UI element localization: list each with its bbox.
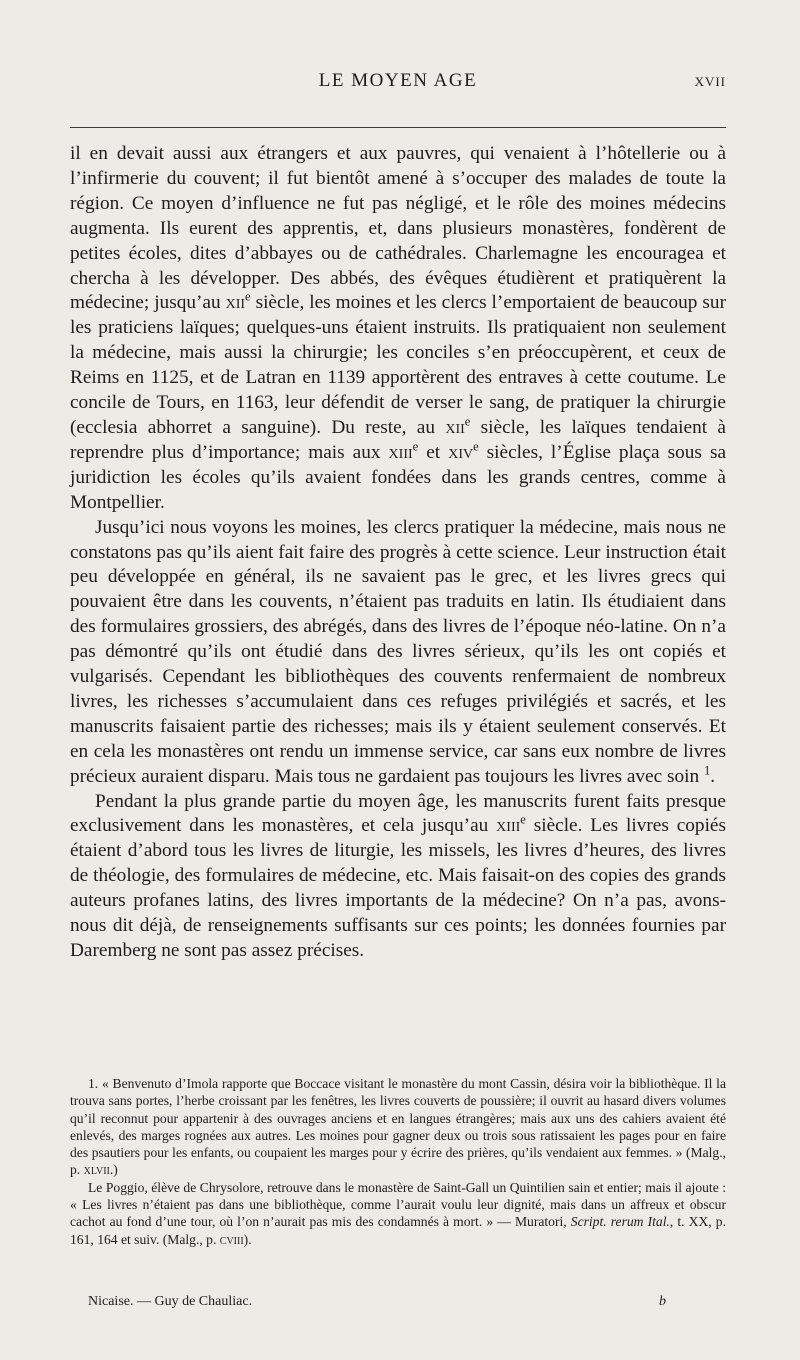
header-rule [70,127,726,128]
signature-line [70,1294,726,1314]
body-text [70,142,726,964]
body-paragraph [70,790,726,964]
text-run: , t. XX, p. 161, 164 et suiv. (Malg., p. [70,1214,727,1247]
text-run: Script. rerum Ital. [570,1214,670,1230]
superscript: e [520,813,526,828]
text-run: xiii [388,441,413,463]
text-run: et [418,441,449,463]
text-run: 1. « Benvenuto d’Imola rapporte que Boccace visitant le monastère du mont Cassin, désira voir la bibliothèque. Il la trouva sans portes, l’herbe croissant par les fenêtres, les livres couverts de poussière; il ouvrit au hasard divers volumes qu’il reconnut pour appartenir à des ouvrages anciens et en langues étrangères; mais aux uns des cahiers avaient été enlevés, des marges rognées aux autres. Les moines pour gagner deux ou trois sous ratissaient les pages pour en faire des psautiers pour les enfants, ou coupaient les marges pour y écrire des prières, qu’ils vendaient aux femmes. » (Malg., p. [70,1076,726,1178]
text-run: Pendant la plus grande partie du moyen âge, les manuscrits furent faits presque exclusivement dans les monastères, et cela jusqu’au [70,790,726,837]
text-run: . [710,765,716,787]
superscript: e [473,439,479,454]
sheet-mark: b [659,1294,666,1309]
text-run: xlvii [83,1162,110,1178]
text-run: siècles, l’Église plaça sous sa juridiction les écoles qu’ils avaient fondées dans les grands centres, comme à Montpellier. [70,441,727,513]
text-run: siècle. Les livres copiés étaient d’abord tous les livres de liturgie, les missels, les livres d’heures, des livres de théologie, des formulaires de médecine, etc. Mais faisait-on des copies des grands auteurs profanes latins, des livres importants de la médecine? On n’a pas, avons-nous dit déjà, de renseignements suffisants sur ces points; les données fournies par Daremberg ne sont pas assez précises. [70,815,726,961]
body-paragraph [70,142,726,516]
footnotes [70,1075,726,1248]
text-run: cviii [219,1231,244,1247]
text-run: siècle, les laïques tendaient à reprendre plus d’importance; mais aux [70,416,726,463]
text-run: xiv [448,441,474,463]
page-header [70,70,726,102]
superscript: e [464,414,471,429]
text-run: xii [445,416,465,438]
text-run: ). [243,1231,252,1247]
superscript: e [412,439,419,454]
running-title: LE MOYEN AGE [318,70,478,91]
superscript: e [245,290,251,305]
text-run: xiii [496,815,521,837]
text-run: .) [109,1162,118,1178]
footnote [70,1075,726,1179]
body-paragraph [70,516,726,790]
text-run: il en devait aussi aux étrangers et aux pauvres, qui venaient à l’hôtellerie ou à l’infirmerie du couvent; il fut bientôt amené à s’occuper des malades de toute la région. Ce moyen d’influence ne fut pas négligé, et le rôle des moines médecins augmenta. Ils eurent des apprentis, et, dans plusieurs monastères, fondèrent de petites écoles, dites d’abbayes ou de cathédrales. Charlemagne les encouragea et chercha à les développer. Des abbés, des évêques étudièrent et pratiquèrent la médecine; jusqu’au [70,143,726,314]
superscript: 1 [703,763,711,778]
footnote [70,1179,726,1248]
text-run: Jusqu’ici nous voyons les moines, les clercs pratiquer la médecine, mais nous ne constatons pas qu’ils aient fait faire des progrès à cette science. Leur instruction était peu développée en général, ils ne savaient pas le grec, et les livres grecs qui pouvaient être dans les couvents, n’étaient pas traduits en latin. Ils étudiaient dans des formulaires grossiers, des abrégés, dans des livres de l’époque néo-latine. On n’a pas démontré qu’ils ont étudié dans des livres sérieux, qu’ils les ont copiés et vulgarisés. Cependant les bibliothèques des couvents renfermaient de nombreux livres, les richesses s’accumulaient dans ces refuges privilégiés et sacrés, et les manuscrits faisaient partie des richesses; mais ils y étaient seulement conservés. Et en cela les monastères ont rendu un immense service, car sans eux nombre de livres précieux auraient disparu. Mais tous ne gardaient pas toujours les livres avec soin [70,516,726,787]
text-run: xii [225,292,246,314]
text-run: Le Poggio, élève de Chrysolore, retrouve dans le monastère de Saint-Gall un Quintilien sain et entier; mais il ajoute : « Les livres n’étaient pas dans une bibliothèque, comme l’aurait voulu leur dignité, mais dans un affreux et obscur cachot au fond d’une tour, où l’on n’aurait pas mis des condamnés à mort. » — Muratori, [70,1179,726,1230]
signature-name: Nicaise. — Guy de Chauliac. [88,1294,253,1309]
text-run: siècle, les moines et les clercs l’emportaient de beaucoup sur les praticiens laïques; quelques-uns étaient instruits. Ils pratiquaient non seulement la médecine, mais aussi la chirurgie; les conciles s’en préoccupèrent, et ceux de Reims en 1125, et de Latran en 1139 apportèrent des entraves à cette coutume. Le concile de Tours, en 1163, leur défendit de verser le sang, de pratiquer la chirurgie (ecclesia abhorret a sanguine). Du reste, au [70,292,726,438]
page-number: XVII [694,74,726,89]
